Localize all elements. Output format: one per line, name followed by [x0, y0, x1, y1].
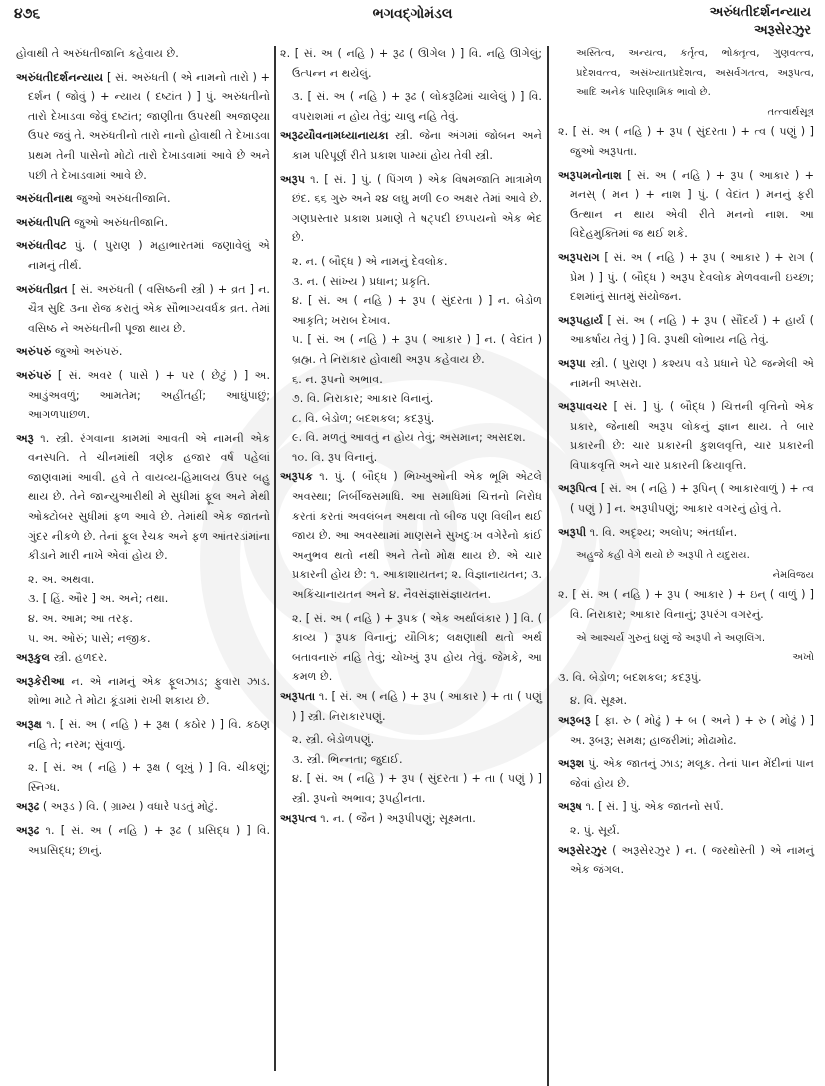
- definition-text: [ સં. ] પું. ( બૌદ્ધ ) ચિત્તની વૃત્તિનો એક પ્રકાર, જેનાથી અરૂપ લોકનું જ્ઞાન થાય. તે બાર પ્રકારની છે: ચાર પ્રકારની કુશલવૃત્તિ, ચાર પ્રકારની વિપાકવૃત્તિ અને ચાર પ્રકારની ક્રિયાવૃત્તિ.: [570, 400, 814, 472]
- headword: અરૂપા: [558, 356, 586, 370]
- headword: અરૂકુલ: [16, 651, 51, 665]
- definition-text: ૨. [ સં. અ ( નહિ ) + રૂપ ( સુંદરતા ) + ત્વ ( પણું ) ] જુઓ અરૂપતા.: [558, 125, 814, 158]
- dictionary-entry: [16, 821, 270, 860]
- headword: અરૂપમનોનાશ: [558, 168, 622, 182]
- definition-text: ૧. [ સં. ] પું. એક જાતનો સર્પ.: [585, 800, 724, 814]
- headword: અરૂબરૂ: [558, 714, 591, 727]
- definition-text: જુઓ અરુંધતીજાનિ.: [74, 215, 169, 229]
- dictionary-entry: [558, 668, 814, 688]
- dictionary-entry: [558, 797, 814, 817]
- headword: અરૂકેરીઆ: [16, 674, 65, 688]
- guide-word-last: અરૂસેરઝુર: [753, 23, 811, 38]
- definition-text: સ્ત્રી. જેના અંગમાં જોબન અને કામ પરિપૂર્ણ રીતે પ્રકાશ પામ્યાં હોય તેવી સ્ત્રી.: [292, 129, 543, 162]
- definition-text: [ સં. અ ( નહિ ) + રૂપ ( આકાર ) + રાગ ( પ્રેમ ) ] પું. ( બૌદ્ધ ) અરૂપ દેવલોક મેળવવાની ઇચ્છા; દશમાંનું સાતમું સંયોજન.: [570, 250, 814, 304]
- dictionary-entry: [558, 754, 814, 793]
- dictionary-entry: [558, 166, 814, 244]
- sense-definition: ૯. વિ. મળતું આવતું ન હોય તેવું; અસમાન; અસદશ.: [292, 431, 526, 445]
- definition-text: [ સં. અ ( નહિ ) + રૂપ ( આકાર ) + મનસ્ ( મન ) + નાશ ] પું. ( વેદાંત ) મનનું ફરી ઉત્થાન ન થાય એવી રીતે મનનો નાશ. આ વિદેહમુક્તિમાં જ થઈ શકે.: [570, 168, 815, 241]
- dictionary-entry: [16, 672, 270, 711]
- dictionary-entry: [558, 585, 814, 624]
- sense-definition: ૬. ન. રૂપનો અભાવ.: [292, 372, 383, 386]
- dictionary-entry: [280, 126, 542, 165]
- definition-text: ૧. પું. ( બૌદ્ધ ) ભિખ્ખુઓની એક ભૂમિ એટલે અવસ્થા; નિર્બીજસમાધિ. આ સમાધિમાં ચિત્તનો નિરોધ કરતાં કરતાં અવલંબન અથવા તો બીજ પણ વિલીન થઈ જાય છે. આ અવસ્થામાં માણસને સુખદુઃખ વગેરેનો કાંઈ અનુભવ થતો નથી અને તેનો મોક્ષ થાય છે. એ ચાર પ્રકારની હોય છે: ૧. આકાશાયતન; ૨. વિજ્ઞાનાયતન; ૩. અકિંચાનાયતન અને ૪. નૈવસંજ્ઞાસંજ્ઞાયતન.: [292, 470, 542, 602]
- definition-text: ન. એ નામનું એક ફૂલઝાડ; ફુવારા ઝાડ. શોભા માટે તે મોટા કૂંડામાં રાખી શકાય છે.: [28, 674, 270, 708]
- definition-text: ૧. [ સં. ] પું. ( પિંગળ ) એક વિષમજાતિ માત્રામેળ છંદ. ૬૬ ગુરુ અને ૨૪ લઘુ મળી ૯૦ અક્ષર તેમાં આવે છે. ગણપ્રસ્તાર પ્રકાશ પ્રમાણે તે ષટ્પદી છપ્પયનો એક ભેદ છે.: [292, 172, 542, 245]
- guide-word-first: અરુંધતીદર્શનન્યાય: [709, 5, 811, 20]
- sense-definition: ૮. વિ. બેડોળ; બદશકલ; કદરૂપું.: [292, 411, 435, 425]
- column-divider: [547, 46, 549, 1086]
- sense-definition: ૪. [ સં. અ ( નહિ ) + રૂપ ( સુંદરતા ) ] ન. બેડોળ આકૃતિ; ખરાબ દેખાવ.: [292, 294, 542, 327]
- headword: અરૂષ: [558, 800, 583, 814]
- definition-text: સ્ત્રી. હળદર.: [53, 651, 108, 665]
- definition-text: ૧. [ સં. અ ( નહિ ) + રૂક્ષ ( કઠોર ) ] વિ. કઠણ નહિ તે; નરમ; સુંવાળું.: [28, 718, 270, 751]
- citation-quote: અસ્તિત્વ, અન્યત્વ, કર્તૃત્વ, ભોક્તૃત્વ, ગુણવત્ત્વ, પ્રદેશવત્ત્વ, અસંખ્યાતપ્રદેશત્વ, અસર્વગતત્વ, અરૂપત્વ, આદિ અનેક પારિણામિક ભાવો છે.: [576, 48, 814, 99]
- dictionary-entry: [16, 342, 270, 362]
- definition-text: ૩. વિ. બેડોળ; બદશકલ; કદરૂપું.: [558, 670, 702, 684]
- sense-definition: ૨. સ્ત્રી. બેડોળપણું.: [292, 733, 375, 747]
- sense-definition: ૫. [ સં. અ ( નહિ ) + રૂપ ( આકાર ) ] ન. ( વેદાંત ) બ્રહ્મ. તે નિરાકાર હોવાથી અરૂપ કહેવાય છે.: [292, 333, 542, 366]
- headword: અરૂપી: [558, 525, 587, 539]
- guide-words: [710, 4, 811, 40]
- column-2: [280, 44, 542, 1085]
- definition-text: જુઓ અરુંપરું.: [55, 345, 123, 359]
- dictionary-entry: [16, 68, 270, 186]
- headword: અરુંધતીદર્શનન્યાય: [16, 70, 104, 84]
- definition-text: [ સં. અરુંધતી ( વસિષ્ઠની સ્ત્રી ) + વ્રત ] ન. ચૈત્ર સુદિ ૩ના રોજ કરાતું એક સૌભાગ્યવર્ધક વ્રત. તેમાં વસિષ્ઠ ને અરુંધતીની પૂજા થાય છે.: [28, 282, 270, 335]
- dictionary-entry: [558, 479, 814, 518]
- sense-definition: ૫. અ. ઓરું; પાસે; નજીક.: [28, 631, 151, 645]
- running-title: ભગવદ્ગોમંડલ: [372, 6, 453, 22]
- headword: અરૂઢ: [16, 800, 40, 814]
- sense-definition: ૨. પું. સૂર્ય.: [570, 823, 620, 837]
- column-divider: [274, 46, 276, 1071]
- definition-text: ૧. વિ. અદૃશ્ય; અલોપ; અંતર્ધાન.: [589, 525, 738, 539]
- dictionary-entry: [558, 711, 814, 750]
- sense-definition: ૨. [ સં. અ ( નહિ ) + રૂક્ષ ( લૂખું ) ] વિ. ચીકણું; સ્નિગ્ધ.: [28, 761, 270, 794]
- sense-definition: ૩. સ્ત્રી. ભિન્નતા; જુદાઈ.: [292, 752, 403, 766]
- dictionary-entry: [16, 213, 270, 233]
- definition-text: ( અરૂડ ) વિ. ( ગ્રામ્ય ) વધારે પડતું મોટું.: [42, 800, 218, 814]
- headword: અરુંપરું: [16, 368, 52, 382]
- headword: અરૂપ: [280, 172, 306, 186]
- dictionary-entry: [280, 170, 542, 248]
- headword: અરૂઢ: [16, 823, 40, 837]
- dictionary-entry: [558, 248, 814, 307]
- dictionary-entry: [558, 397, 814, 475]
- dictionary-entry: [280, 687, 542, 726]
- headword: અરૂસેરઝુર: [558, 843, 608, 857]
- definition-text: ૧. ન. ( જૈન ) અરૂપીપણું; સૂક્ષ્મતા.: [320, 811, 476, 825]
- headword: અરૂઢયૌવનામધ્યાનાયકા: [280, 129, 389, 143]
- dictionary-entry: [280, 467, 542, 604]
- citation-quote: એ આશ્ચર્ય ગુરુનું ઘણું જે અરૂપી ને અણલિંગ.: [576, 632, 766, 644]
- sense-definition: ૪. [ સં. અ ( નહિ ) + રૂપ ( સુંદરતા ) + તા ( પણું ) ] સ્ત્રી. રૂપનો અભાવ; રૂપહીનતા.: [292, 772, 542, 805]
- dictionary-entry: [16, 236, 270, 275]
- definition-text: [ સં. અ ( નહિ ) + રૂપિન્ ( આકારવાળું ) + ત્વ ( પણું ) ] ન. અરૂપીપણું; આકાર વગરનું હોવું તે.: [570, 482, 815, 516]
- definition-text: ૨. [ સં. અ ( નહિ ) + રૂપ ( આકાર ) + ઇન્ ( વાળું ) ] વિ. નિરાકાર; આકાર વિનાનું; રૂપરંગ વગરનું.: [558, 588, 814, 622]
- sense-definition: ૨. ન. ( બૌદ્ધ ) એ નામનું દેવલોક.: [292, 254, 448, 268]
- definition-text: પું. ( પુરાણ ) મહાભારતમાં જણાવેલું એ નામનું તીર્થ.: [28, 239, 270, 272]
- dictionary-entry: [16, 366, 270, 425]
- definition-text: [ ફા. રુ ( મોઢું ) + બ ( અને ) + રુ ( મોઢું ) ] અ. રૂબરૂ; સમક્ષ; હાજરીમાં; મોઢામોઢ.: [570, 714, 815, 747]
- headword: અરુંધતીપતિ: [16, 215, 71, 229]
- definition-text: સ્ત્રી. ( પુરાણ ) કશ્યપ વડે પ્રધાને પેટે જન્મેલી એ નામની અપ્સરા.: [570, 356, 814, 390]
- sense-definition: ૩. [ હિં. ઔર ] અ. અને; તથા.: [28, 592, 169, 606]
- dictionary-entry: [280, 44, 542, 83]
- citation-quote: અહુજે કહી વેગે થયો છે અરૂપી તે યદુરાય.: [576, 550, 750, 562]
- sense-definition: ૩. [ સં. અ ( નહિ ) + રૂઢ ( લોકરૂઢિમાં ચાલેલું ) ] વિ. વપરાશમાં ન હોય તેવું; ચાલુ નહિ તેવું.: [292, 90, 542, 123]
- dictionary-entry: [280, 809, 542, 829]
- column-1: [16, 44, 270, 1085]
- definition-text: [ સં. અવર ( પાસે ) + પર ( છેટું ) ] અ. આડુંઅવળું; આમતેમ; અહીંતહીં; આઘુંપાછું; આગળપાછળ.: [28, 368, 270, 422]
- page-number: ૪૭૬: [14, 6, 41, 22]
- page-header: [14, 4, 811, 42]
- dictionary-entry: [558, 841, 814, 880]
- headword: અરુંધતીનાથ: [16, 192, 73, 206]
- definition-text: જુઓ અરુંધતીજાનિ.: [76, 192, 171, 206]
- column-3: [558, 44, 814, 1085]
- dictionary-entry: [16, 715, 270, 754]
- headword: અરૂપરાગ: [558, 250, 600, 264]
- sense-definition: ૭. વિ. નિરાકાર; આકાર વિનાનું.: [292, 392, 434, 406]
- headword: અરૂપતા: [280, 690, 316, 703]
- definition-text: [ સં. અરુંધતી ( એ નામનો તારો ) + દર્શન ( જોવું ) + ન્યાય ( દષ્ટાંત ) ] પું. અરુંધતીનો તારો દેખાડવા જેવું દષ્ટાંત; જાણીતા ઉપરથી અજાણ્યા ઉપર જવું તે. અરુંધતીનો તારો નાનો હોવાથી તે દેખાડવા પ્રથમ તેની પાસેનો મોટો તારો દેખાડવામાં આવે છે અને પછી તે દેખાડવામાં આવે છે.: [28, 70, 270, 182]
- headword: અરૂપક: [280, 470, 313, 484]
- headword: અરુંપરું: [16, 345, 52, 359]
- definition-text: ૧. [ સં. અ ( નહિ ) + રૂઢ ( પ્રસિદ્ધ ) ] વિ. અપ્રસિદ્ધ; છાનું.: [28, 823, 271, 857]
- dictionary-entry: [558, 523, 814, 543]
- headword: અરુંધતીવ્રત: [16, 282, 68, 296]
- definition-text: [ સં. અ ( નહિ ) + રૂપ ( સૌંદર્ય ) + હાર્ય ( આકર્ષાય તેવું ) ] વિ. રૂપથી લોભાય નહિ તેવું.: [570, 313, 814, 347]
- headword: અરુંધતીવટ: [16, 239, 67, 253]
- dictionary-entry: [16, 189, 270, 209]
- headword: અરૂપાવચર: [558, 400, 608, 414]
- dictionary-entry: [16, 280, 270, 339]
- sense-definition: ૪. અ. આમ; આ તરફ.: [28, 612, 133, 626]
- citation-source: અખો: [792, 652, 814, 664]
- sense-definition: ૨. [ સં. અ ( નહિ ) + રૂપક ( એક અર્થાલંકાર ) ] વિ. ( કાવ્ય ) રૂપક વિનાનું; યૌગિક; લક્ષણાથી થતો અર્થ બતાવનારું નહિ તેવું; ચોખ્ખું રૂપ હોય તેવું. જેમકે, આ કમળ છે.: [292, 611, 542, 684]
- dictionary-entry: [16, 429, 270, 566]
- headword: અરૂક્ષ: [16, 718, 42, 731]
- citation-source: નેમવિજય: [772, 569, 814, 581]
- sense-definition: ૨. અ. અથવા.: [28, 572, 95, 586]
- headword: અરૂપહાર્ય: [558, 313, 603, 327]
- dictionary-entry: [16, 797, 270, 817]
- dictionary-entry: [558, 122, 814, 161]
- definition-text: ૧. સ્ત્રી. રંગવાના કામમાં આવતી એ નામની એક વનસ્પતિ. તે ચીનમાંથી ત્રણેક હજાર વર્ષ પહેલાં જાણવામાં આવી. હવે તે વાયવ્ય-હિમાલય ઉપર બહુ થાય છે. તેને જાન્યુઆરીથી મે સુધીમાં ફૂલ અને મેથી ઓક્ટોબર સુધીમાં ફળ આવે છે. તેમાંથી એક જાતનો ગુંદર નીકળે છે. તેનાં ફૂલ રેચક અને ફળ આંતરડાંમાંના કીડાને મારી નાખે એવાં હોય છે.: [28, 431, 271, 563]
- dictionary-entry: [558, 311, 814, 350]
- dictionary-entry: [16, 44, 270, 64]
- sense-definition: ૩. ન. ( સાંખ્ય ) પ્રધાન; પ્રકૃતિ.: [292, 274, 431, 288]
- citation-source: તત્ત્વાર્થસૂત્ર: [767, 106, 814, 118]
- definition-text: ૧. [ સં. અ ( નહિ ) + રૂપ ( આકાર ) + તા ( પણું ) ] સ્ત્રી. નિરાકારપણું.: [292, 690, 542, 723]
- dictionary-entry: [558, 354, 814, 393]
- definition-text: પું. એક જાતનું ઝાડ; મલૂક. તેનાં પાન મેંદીનાં પાન જેવાં હોય છે.: [570, 757, 815, 790]
- dictionary-entry: [16, 648, 270, 668]
- definition-text: હોવાથી તે અરુંધતીજાનિ કહેવાય છે.: [16, 47, 179, 60]
- definition-text: ૨. [ સં. અ ( નહિ ) + રૂઢ ( ઊગેલ ) ] વિ. નહિ ઊગેલું; ઉત્પન્ન ન થયેલું.: [280, 47, 542, 80]
- headword: અરૂશ: [558, 757, 585, 771]
- headword: અરૂ: [16, 431, 34, 445]
- headword: અરૂપત્વ: [280, 811, 317, 825]
- sense-definition: ૧૦. વિ. રૂપ વિનાનું.: [292, 450, 378, 464]
- definition-text: ( અરૂસેરઝુર ) ન. ( જરથોસ્તી ) એ નામનું એક જંગલ.: [570, 843, 814, 877]
- sense-definition: ૪. વિ. સૂક્ષ્મ.: [570, 694, 628, 708]
- headword: અરૂપિત્વ: [558, 482, 598, 496]
